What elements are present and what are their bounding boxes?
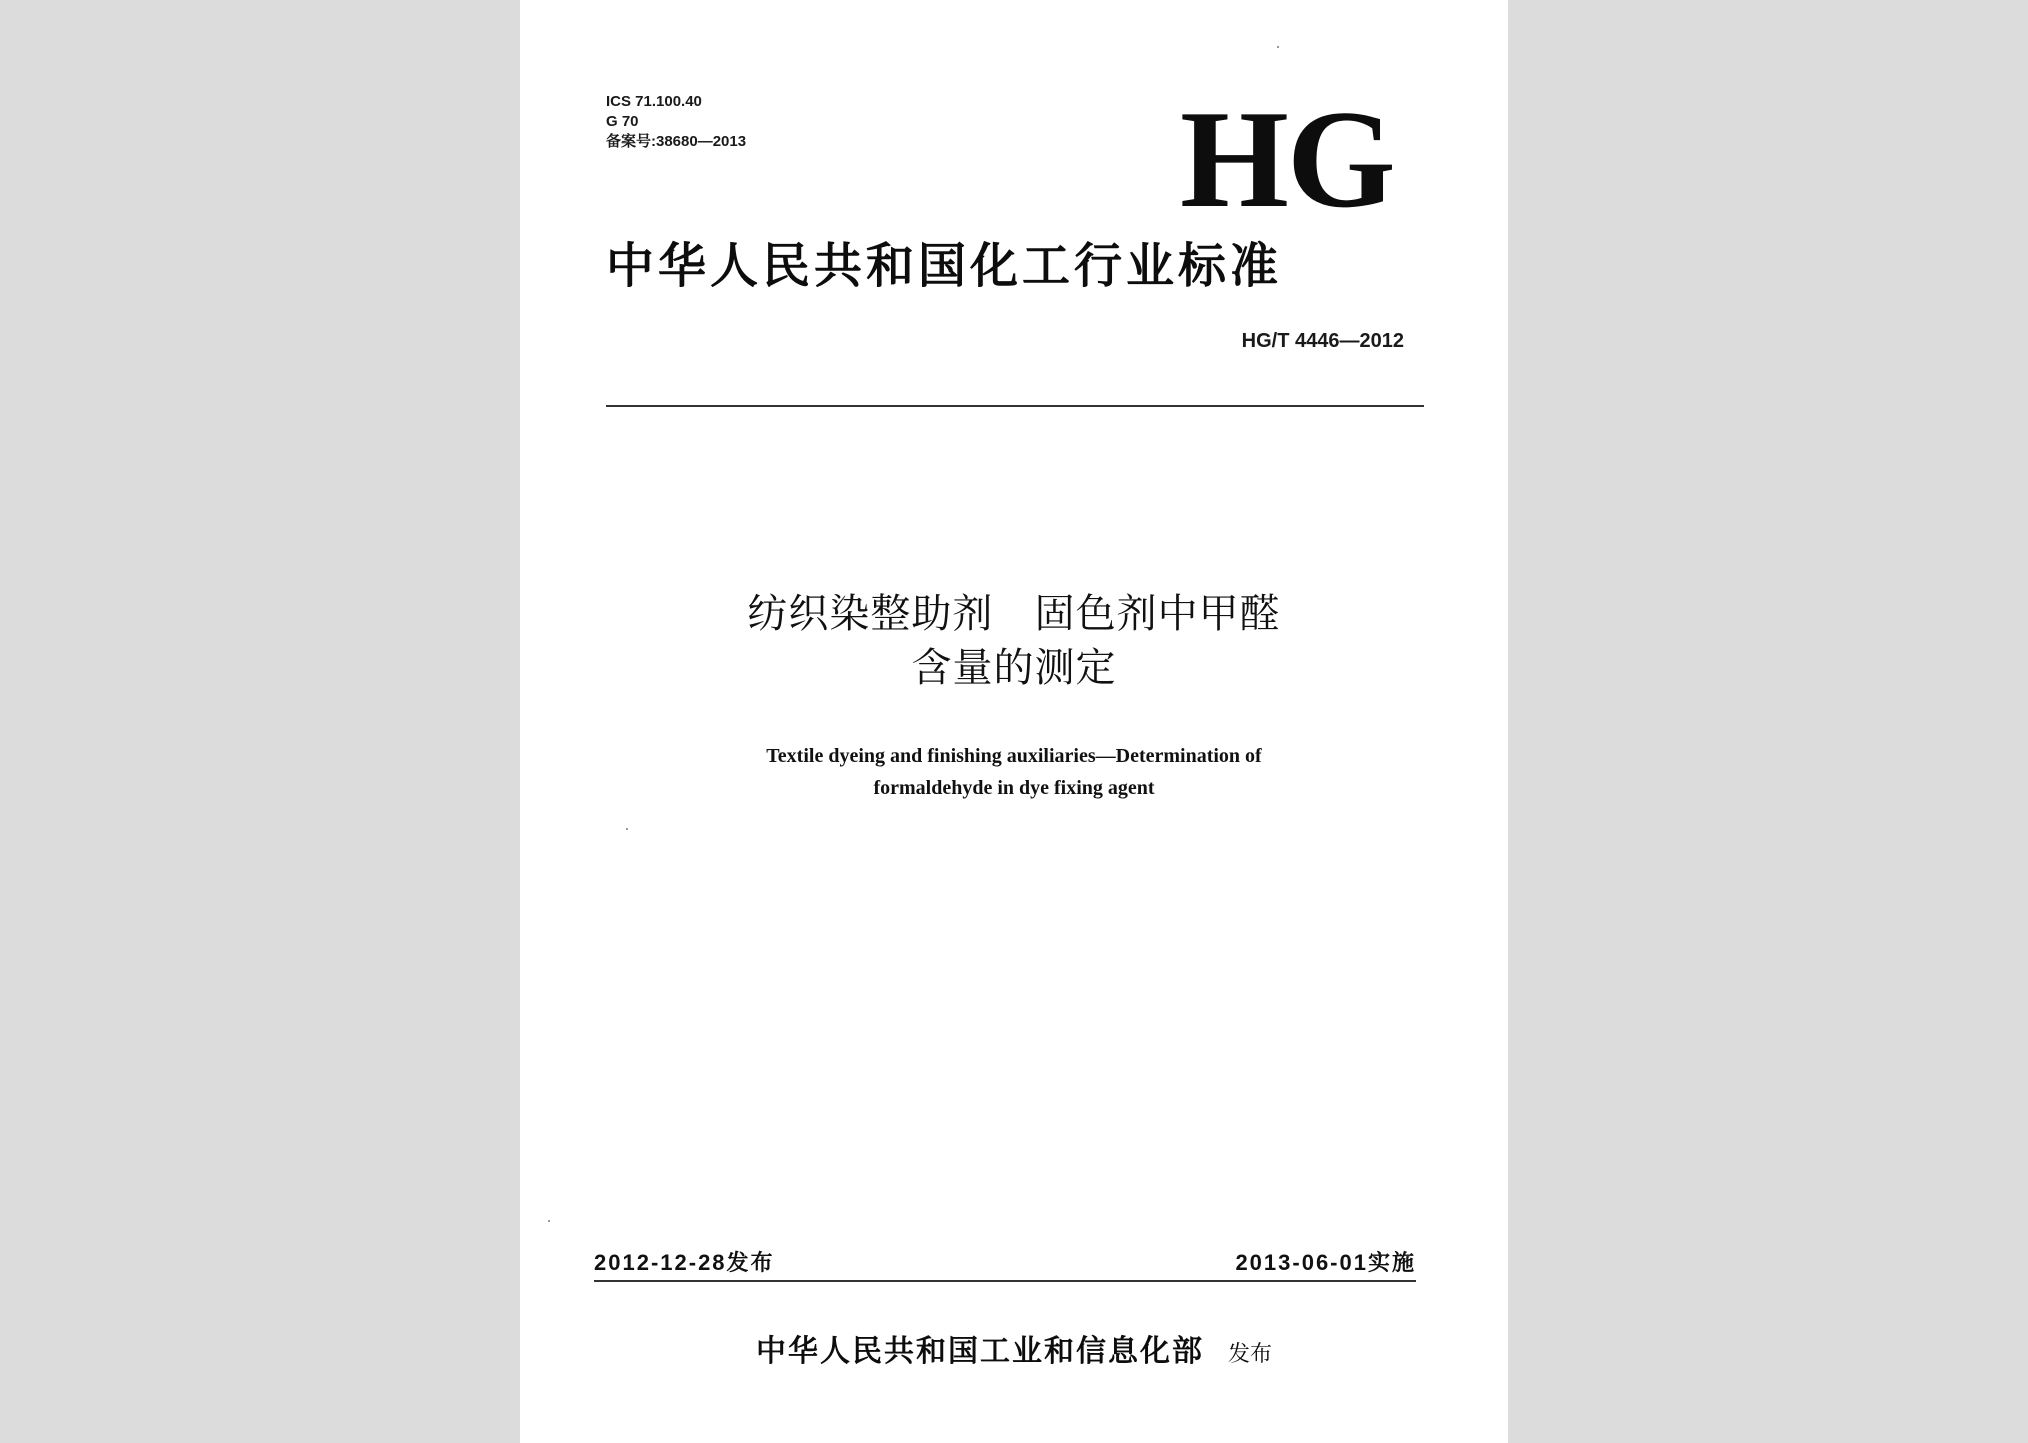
filing-number: 备案号:38680—2013 [606, 133, 747, 150]
dates-row [594, 1246, 1416, 1282]
scan-speck [626, 828, 628, 830]
publisher-line [520, 1326, 1508, 1370]
title-cn-line-1: 纺织染整助剂 固色剂中甲醛 [747, 591, 1281, 637]
footer-divider [594, 1280, 1416, 1282]
document-page [520, 0, 1508, 1443]
issue-date-group [594, 1246, 775, 1277]
title-en-line-1: Textile dyeing and finishing auxiliaries—Determination of [766, 745, 1262, 767]
standard-type-heading: 中华人民共和国化工行业标准 [606, 238, 1283, 294]
title-cn-line-2: 含量的测定 [911, 645, 1117, 691]
document-title-english [520, 740, 1508, 804]
effective-date: 2013-06-01 [1235, 1250, 1368, 1275]
header-divider [606, 405, 1424, 407]
scan-speck [548, 1220, 550, 1222]
publisher-org: 中华人民共和国工业和信息化部 [755, 1334, 1204, 1369]
ccs-code: G 70 [606, 113, 639, 130]
issue-date: 2012-12-28 [594, 1250, 727, 1275]
classification-block [606, 92, 746, 152]
publisher-action: 发布 [1227, 1342, 1272, 1367]
effective-label: 实施 [1367, 1250, 1416, 1275]
effective-date-group [1235, 1246, 1416, 1277]
ics-code: ICS 71.100.40 [606, 93, 702, 110]
scan-speck [1277, 46, 1279, 48]
document-title-chinese [520, 587, 1508, 695]
standard-number: HG/T 4446—2012 [1241, 330, 1404, 352]
hg-logo: HG [1180, 82, 1394, 237]
title-en-line-2: formaldehyde in dye fixing agent [873, 777, 1155, 799]
issue-label: 发布 [726, 1250, 775, 1275]
